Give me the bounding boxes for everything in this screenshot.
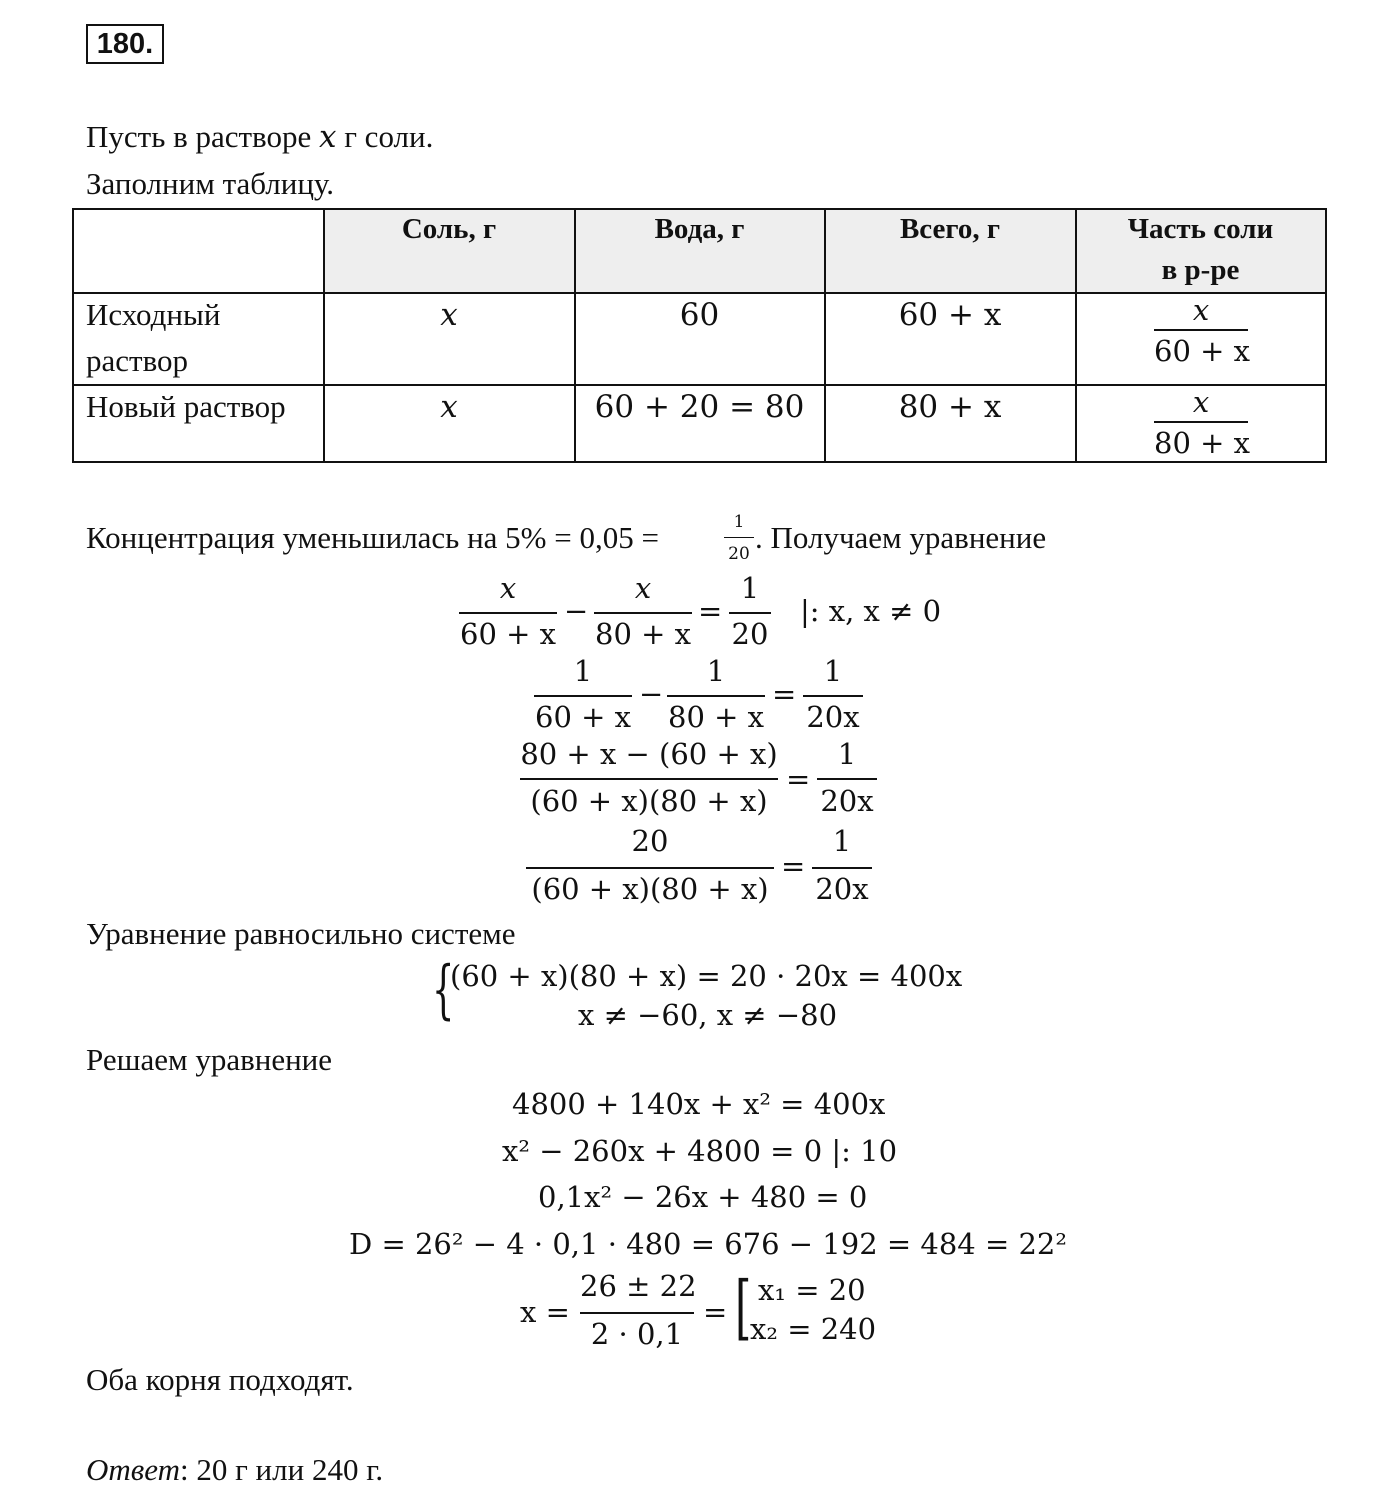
discriminant: D = 26² − 4 · 0,1 · 480 = 676 − 192 = 484 = 22²: [349, 1227, 1068, 1261]
eq4-equals: =: [781, 849, 806, 883]
fraction-denominator: 80 + x: [1154, 426, 1250, 460]
table-border: [1325, 208, 1327, 463]
fraction-bar: [817, 778, 877, 780]
row2-part-fraction: [1154, 384, 1248, 460]
intro-variable: x: [318, 119, 337, 155]
fraction-numerator: 1: [832, 824, 852, 858]
solve-intro: Решаем уравнение: [86, 1042, 333, 1077]
answer-label: Ответ: [86, 1452, 180, 1487]
eq3-fraction-left: [520, 737, 778, 822]
fraction-denominator: 80 + x: [668, 700, 764, 734]
eq1-minus: −: [564, 594, 589, 628]
roots-bracket: [: [735, 1266, 752, 1348]
fraction-bar: [594, 612, 692, 614]
fraction-bar: [526, 867, 774, 869]
intro-text-prefix: Пусть в растворе: [86, 119, 319, 154]
eq2-fraction-c: [803, 655, 863, 735]
fraction-bar: [520, 778, 778, 780]
fraction-bar: [803, 695, 863, 697]
eq1-equals: =: [698, 594, 723, 628]
answer-line: [86, 1454, 383, 1485]
fraction-bar: [459, 612, 557, 614]
system-intro: Уравнение равносильно системе: [86, 916, 516, 951]
row2-water: 60 + 20 = 80: [594, 389, 805, 425]
fraction-denominator: 20x: [815, 872, 869, 906]
intro-line-1: [86, 121, 433, 153]
data-table: [72, 208, 1327, 463]
fraction-bar: [667, 695, 765, 697]
fraction-denominator: 2 · 0,1: [590, 1317, 684, 1351]
fraction-bar: [1154, 421, 1248, 423]
fraction-numerator: 26 ± 22: [580, 1269, 697, 1303]
fraction-denominator: (60 + x)(80 + x): [530, 784, 768, 818]
eq2-fraction-a: [534, 655, 632, 735]
eq2-fraction-b: [667, 655, 765, 735]
concentration-text: Концентрация уменьшилась на 5% = 0,05 =: [86, 520, 659, 555]
fraction-numerator: x: [1192, 385, 1210, 419]
row1-part-fraction: [1154, 292, 1248, 382]
header-salt: Соль, г: [401, 213, 497, 245]
row1-salt: x: [440, 297, 458, 333]
system-line-2: x ≠ −60, x ≠ −80: [578, 998, 838, 1032]
row1-total: 60 + x: [898, 297, 1002, 333]
eq1-fraction-b: [594, 572, 692, 652]
fraction-numerator: x: [499, 571, 517, 605]
table-border: [72, 461, 1327, 463]
fraction-numerator: 20: [631, 824, 669, 858]
fraction-denominator: 20x: [820, 784, 874, 818]
roots-equals: =: [703, 1295, 728, 1329]
fraction-numerator: 1: [733, 512, 745, 532]
row2-salt: x: [440, 389, 458, 425]
row2-total: 80 + x: [898, 389, 1002, 425]
root-2: x₂ = 240: [750, 1312, 877, 1346]
row1-label-line2: раствор: [86, 343, 188, 378]
eq4-fraction-right: [812, 824, 872, 909]
fraction-bar: [1154, 329, 1248, 331]
fraction-bar: [724, 537, 754, 538]
fraction-numerator: 1: [573, 654, 593, 688]
answer-text: : 20 г или 240 г.: [179, 1452, 384, 1487]
problem-number: 180.: [86, 24, 164, 64]
concentration-fraction: [724, 510, 754, 566]
fraction-bar: [580, 1312, 694, 1314]
fraction-numerator: 1: [706, 654, 726, 688]
fraction-bar: [534, 695, 632, 697]
eq4-fraction-left: [526, 824, 774, 909]
header-part-line1: Часть соли: [1127, 213, 1274, 245]
intro-line-2: Заполним таблицу.: [86, 166, 335, 201]
header-total: Всего, г: [899, 213, 1001, 245]
system-line-1: (60 + x)(80 + x) = 20 · 20x = 400x: [450, 959, 963, 993]
fraction-denominator: 20: [728, 544, 750, 564]
eq1-fraction-c: [729, 572, 771, 652]
header-water: Вода, г: [654, 213, 745, 245]
fraction-bar: [729, 612, 771, 614]
table-border: [72, 208, 74, 463]
fraction-denominator: 60 + x: [1154, 334, 1250, 368]
fraction-bar: [812, 867, 872, 869]
fraction-denominator: (60 + x)(80 + x): [531, 872, 769, 906]
solve-step-3: 0,1x² − 26x + 480 = 0: [538, 1180, 868, 1214]
fraction-numerator: 1: [837, 737, 857, 771]
solve-step-2: x² − 260x + 4800 = 0 |: 10: [502, 1134, 898, 1168]
concentration-suffix: . Получаем уравнение: [755, 520, 1047, 555]
fraction-denominator: 20x: [806, 700, 860, 734]
fraction-numerator: x: [634, 571, 652, 605]
roots-lhs: x =: [520, 1295, 570, 1329]
intro-text-suffix: г соли.: [336, 119, 434, 154]
row1-label-line1: Исходный: [86, 297, 221, 332]
eq1-note: |: x, x ≠ 0: [800, 594, 942, 628]
eq1-fraction-a: [459, 572, 557, 652]
row1-water: 60: [679, 297, 720, 333]
fraction-numerator: 1: [823, 654, 843, 688]
fraction-numerator: 1: [740, 571, 760, 605]
fraction-denominator: 60 + x: [535, 700, 631, 734]
eq2-minus: −: [639, 677, 664, 711]
roots-fraction: [580, 1269, 697, 1352]
eq3-fraction-right: [817, 737, 877, 822]
row2-label: Новый раствор: [86, 389, 286, 424]
conclusion: Оба корня подходят.: [86, 1362, 354, 1397]
fraction-denominator: 80 + x: [595, 617, 691, 651]
system-brace: {: [432, 953, 455, 1027]
root-1: x₁ = 20: [758, 1273, 866, 1307]
eq3-equals: =: [786, 762, 811, 796]
fraction-denominator: 60 + x: [460, 617, 556, 651]
eq2-equals: =: [772, 677, 797, 711]
fraction-denominator: 20: [731, 617, 769, 651]
solve-step-1: 4800 + 140x + x² = 400x: [512, 1087, 886, 1121]
fraction-numerator: x: [1192, 293, 1210, 327]
fraction-numerator: 80 + x − (60 + x): [520, 737, 778, 771]
header-part-line2: в р-ре: [1161, 254, 1240, 286]
